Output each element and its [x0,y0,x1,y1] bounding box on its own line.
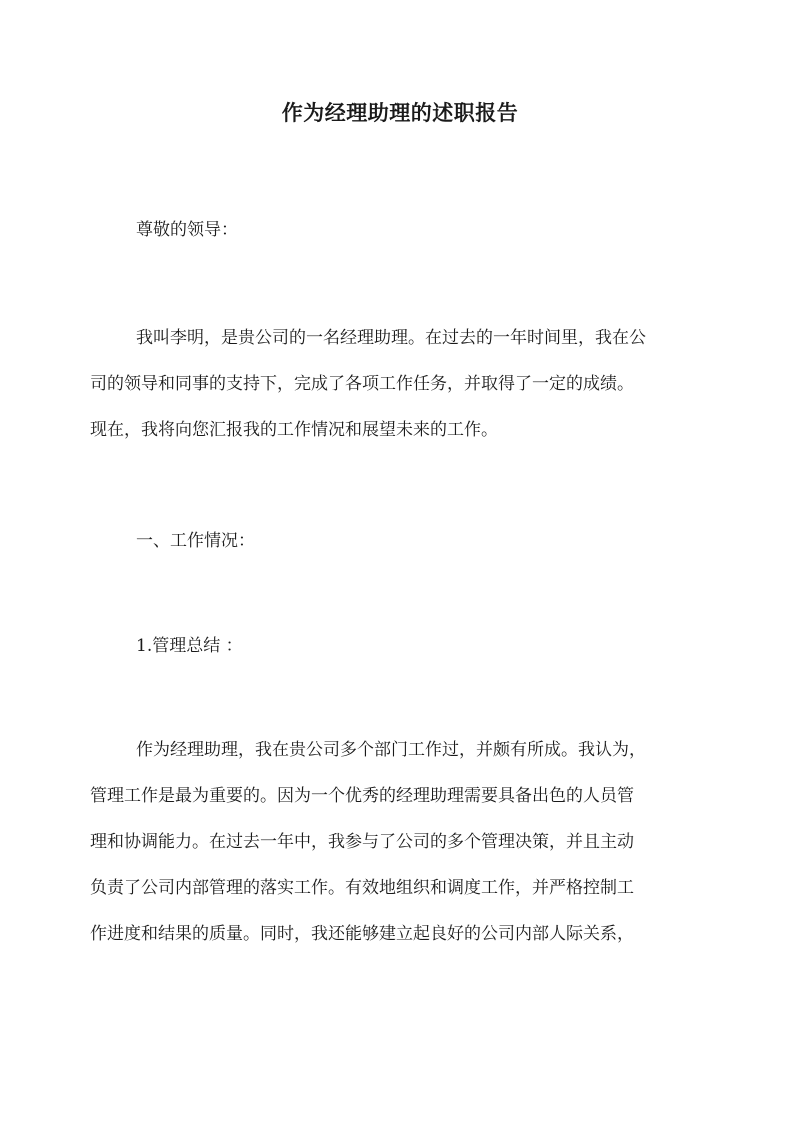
paragraph-line: 理和协调能力。在过去一年中，我参与了公司的多个管理决策，并且主动 [90,832,634,852]
paragraph-line: 司的领导和同事的支持下，完成了各项工作任务，并取得了一定的成绩。 [90,374,634,394]
paragraph-line: 管理工作是最为重要的。因为一个优秀的经理助理需要具备出色的人员管 [90,786,634,806]
subsection-heading-text: 1.管理总结 ： [136,636,243,656]
paragraph-line: 现在，我将向您汇报我的工作情况和展望未来的工作。 [90,420,498,440]
paragraph-line: 负责了公司内部管理的落实工作。有效地组织和调度工作，并严格控制工 [90,878,634,898]
management-paragraph [90,727,702,957]
salutation-text: 尊敬的领导： [136,220,238,240]
section-heading-text: 一、工作情况： [136,531,255,551]
paragraph-line: 作为经理助理，我在贵公司多个部门工作过，并颇有所成。我认为， [136,740,646,760]
paragraph-line: 作进度和结果的质量。同时，我还能够建立起良好的公司内部人际关系， [90,924,634,944]
paragraph-line: 我叫李明，是贵公司的一名经理助理。在过去的一年时间里，我在公 [136,328,646,348]
intro-paragraph [90,315,702,453]
document-title: 作为经理助理的述职报告 [281,100,519,125]
section-heading [90,518,702,564]
salutation [90,207,702,253]
subsection-heading [90,623,702,669]
